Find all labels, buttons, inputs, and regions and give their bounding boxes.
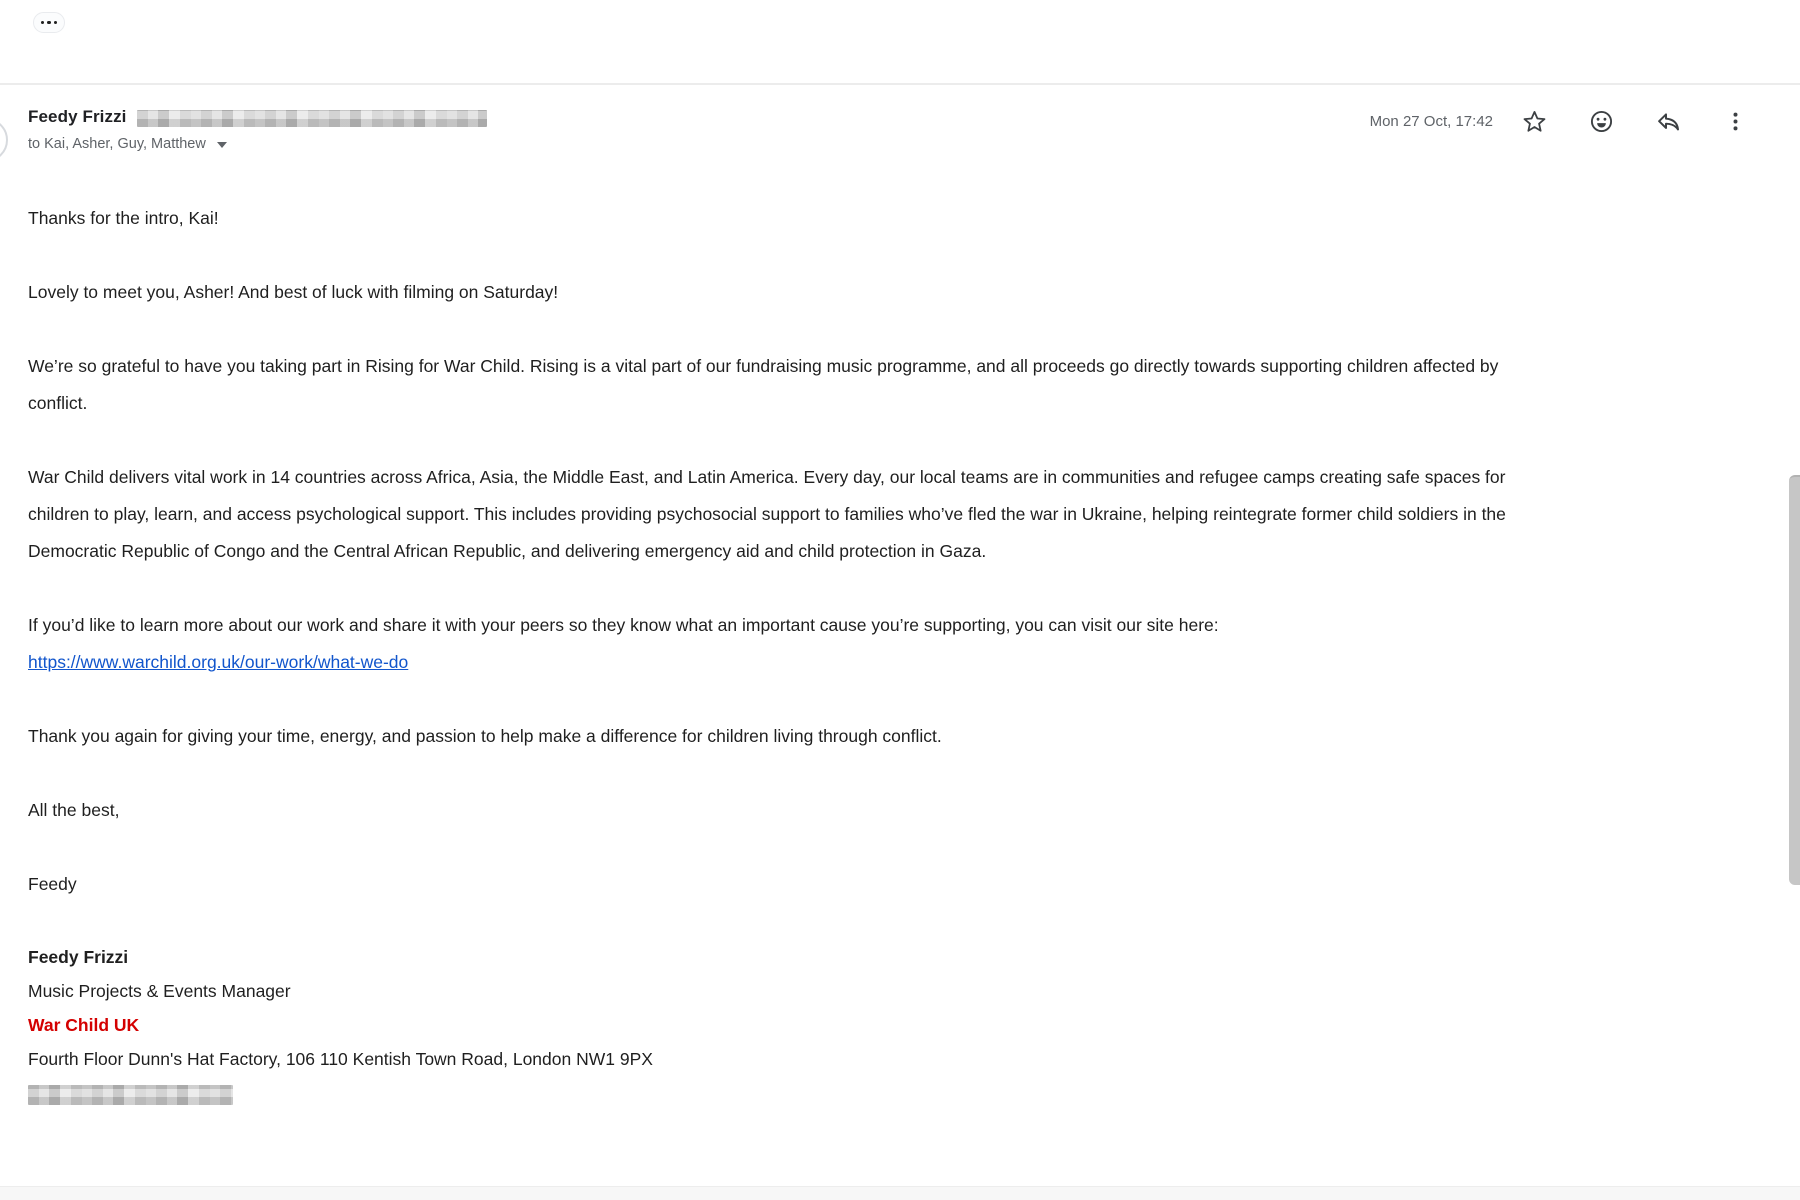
reply-button[interactable]	[1647, 100, 1689, 142]
scrollbar-track[interactable]	[1788, 0, 1800, 1200]
chevron-down-icon	[217, 142, 227, 148]
signature-address: Fourth Floor Dunn's Hat Factory, 106 110 Kentish Town Road, London NW1 9PX	[28, 1049, 653, 1069]
scrollbar-thumb[interactable]	[1789, 475, 1800, 885]
sender-avatar	[0, 118, 8, 162]
emoji-icon	[1589, 109, 1614, 134]
ellipsis-icon	[54, 21, 58, 25]
ellipsis-icon	[41, 21, 45, 25]
sender-name: Feedy Frizzi	[28, 107, 127, 126]
paragraph: We’re so grateful to have you taking part in Rising for War Child. Rising is a vital part of our fundraising music programme, and all proceeds go directly towards supporting children affected by conflict.	[28, 356, 1499, 413]
more-vertical-icon	[1723, 109, 1748, 134]
warchild-site-link[interactable]: https://www.warchild.org.uk/our-work/what-we-do	[28, 652, 409, 672]
signature-role: Music Projects & Events Manager	[28, 981, 291, 1001]
star-button[interactable]	[1513, 100, 1555, 142]
signature-phone-redacted	[28, 1085, 233, 1105]
signature-org: War Child UK	[28, 1015, 140, 1035]
sender-email-redacted	[137, 110, 487, 127]
emoji-reaction-button[interactable]	[1580, 100, 1622, 142]
recipients-label: to Kai, Asher, Guy, Matthew	[28, 136, 206, 152]
paragraph: Thanks for the intro, Kai!	[28, 208, 219, 228]
paragraph: Thank you again for giving your time, energy, and passion to help make a difference for children living through conflict.	[28, 726, 942, 746]
reply-icon	[1656, 109, 1681, 134]
star-icon	[1522, 109, 1547, 134]
paragraph: Lovely to meet you, Asher! And best of luck with filming on Saturday!	[28, 282, 559, 302]
paragraph: All the best,	[28, 800, 120, 820]
recipients-toggle[interactable]	[28, 136, 227, 152]
show-trimmed-content-button[interactable]	[33, 12, 65, 33]
top-toolbar	[0, 0, 1800, 85]
ellipsis-icon	[47, 21, 51, 25]
email-signature	[28, 940, 1520, 1105]
window-bottom-edge	[0, 1186, 1800, 1200]
email-body	[28, 200, 1520, 1105]
more-options-button[interactable]	[1714, 100, 1756, 142]
message-date: Mon 27 Oct, 17:42	[1369, 112, 1493, 130]
paragraph	[28, 607, 1520, 681]
paragraph: Feedy	[28, 874, 77, 894]
paragraph-text: If you’d like to learn more about our work and share it with your peers so they know what an important cause you’re supporting, you can visit our site here:	[28, 615, 1219, 635]
paragraph: War Child delivers vital work in 14 countries across Africa, Asia, the Middle East, and Latin America. Every day, our local teams are in communities and refugee camps creating safe spaces for children to play, learn, and access psychological support. This includes providing psychosocial support to families who’ve fled the war in Ukraine, helping reintegrate former child soldiers in the Democratic Republic of Congo and the Central African Republic, and delivering emergency aid and child protection in Gaza.	[28, 467, 1506, 561]
message-header	[0, 83, 1800, 203]
signature-name: Feedy Frizzi	[28, 947, 129, 967]
